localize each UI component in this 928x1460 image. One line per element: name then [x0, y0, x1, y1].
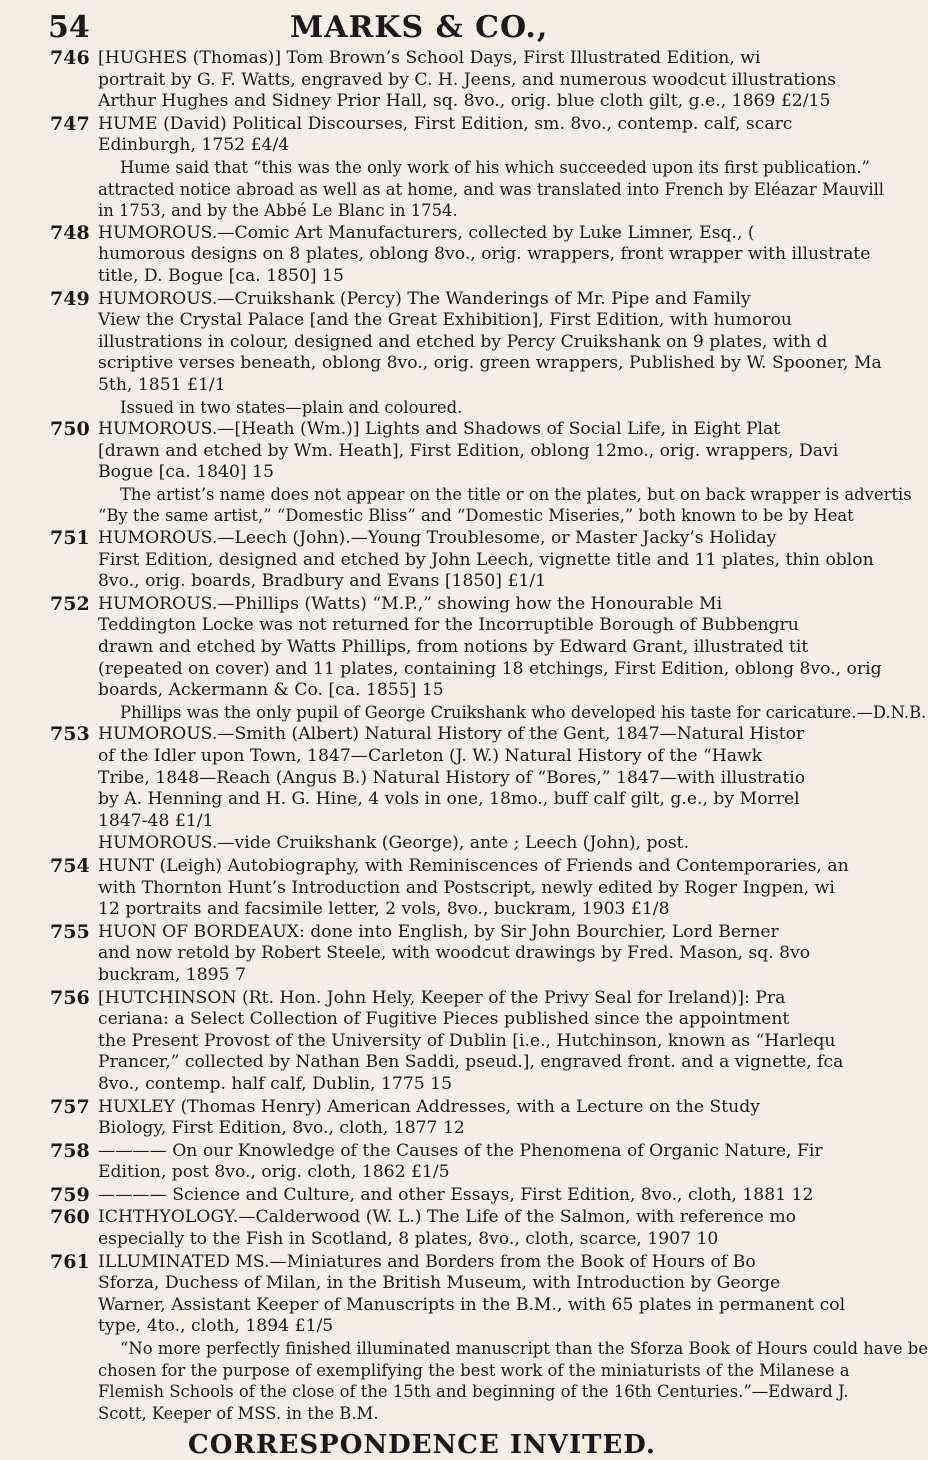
catalogue-entry	[50, 986, 844, 1096]
entry-note: Flemish Schools of the close of the 15th and beginning of the 16th Centuries.”—Edward J.	[98, 1382, 849, 1402]
entry-line: and now retold by Robert Steele, with woodcut drawings by Fred. Mason, sq. 8vo	[98, 943, 811, 964]
entry-note: Scott, Keeper of MSS. in the B.M.	[98, 1403, 379, 1423]
entry-line: Prancer,” collected by Nathan Ben Saddi, pseud.], engraved front. and a vignette, fca	[98, 1052, 844, 1073]
entry-line: View the Crystal Palace [and the Great Exhibition], First Edition, with humorou	[98, 310, 792, 331]
entry-line: Biology, First Edition, 8vo., cloth, 1877 12	[98, 1118, 465, 1139]
entry-line: 1847-48 £1/1	[98, 810, 214, 831]
entry-line: buckram, 1895 7	[98, 964, 246, 985]
footer-notice: CORRESPONDENCE INVITED.	[188, 1430, 656, 1460]
entry-line: ———— On our Knowledge of the Causes of the Phenomena of Organic Nature, Fir	[98, 1140, 823, 1161]
entry-line: Warner, Assistant Keeper of Manuscripts in the B.M., with 65 plates in permanent col	[98, 1294, 846, 1315]
entry-number: 748	[50, 221, 90, 244]
entry-line: HUXLEY (Thomas Henry) American Addresses, with a Lecture on the Study	[98, 1096, 760, 1117]
entry-note: Issued in two states—plain and coloured.	[120, 397, 463, 417]
entry-number: 747	[50, 112, 90, 135]
entry-line: [HUTCHINSON (Rt. Hon. John Hely, Keeper of the Privy Seal for Ireland)]: Pra	[98, 987, 786, 1008]
entry-line: Tribe, 1848—Reach (Angus B.) Natural History of “Bores,” 1847—with illustratio	[98, 767, 806, 788]
entry-line: (repeated on cover) and 11 plates, containing 18 etchings, First Edition, oblong 8vo., orig	[98, 658, 882, 679]
entry-line: Edition, post 8vo., orig. cloth, 1862 £1/5	[98, 1162, 450, 1183]
catalogue-entry	[50, 1183, 814, 1207]
entry-line: Sforza, Duchess of Milan, in the British Museum, with Introduction by George	[98, 1273, 781, 1294]
entry-number: 751	[50, 527, 90, 550]
entry-line: portrait by G. F. Watts, engraved by C. H. Jeens, and numerous woodcut illustrations	[98, 69, 837, 90]
entry-number: 749	[50, 287, 90, 310]
entry-line: the Present Provost of the University of Dublin [i.e., Hutchinson, known as “Harlequ	[98, 1030, 836, 1051]
running-head: MARKS & CO.,	[290, 10, 549, 45]
entry-line: 5th, 1851 £1/1	[98, 374, 226, 395]
entry-line: of the Idler upon Town, 1847—Carleton (J. W.) Natural History of the “Hawk	[98, 746, 763, 766]
catalogue-entry	[50, 1097, 794, 1140]
entry-line: Bogue [ca. 1840] 15	[98, 462, 274, 483]
entry-note: “By the same artist,” “Domestic Bliss” and “Domestic Miseries,” both known to be by Heat	[98, 506, 854, 526]
catalogue-entry	[50, 287, 882, 419]
entry-number: 754	[50, 854, 90, 877]
entry-number: 753	[50, 723, 90, 746]
entry-line: HUMOROUS.—[Heath (Wm.)] Lights and Shadows of Social Life, in Eight Plat	[98, 419, 781, 440]
entry-note: “No more perfectly finished illuminated manuscript than the Sforza Book of Hours could have be	[120, 1339, 928, 1359]
entry-line: [HUGHES (Thomas)] Tom Brown’s School Days, First Illustrated Edition, wi	[98, 48, 761, 68]
catalogue-entry	[50, 833, 794, 855]
entry-note: Hume said that “this was the only work of his which succeeded upon its first publication.”	[120, 157, 870, 177]
entry-number: 758	[50, 1139, 90, 1162]
entry-line: type, 4to., cloth, 1894 £1/5	[98, 1316, 334, 1337]
entry-line: by A. Henning and H. G. Hine, 4 vols in one, 18mo., buff calf gilt, g.e., by Morrel	[98, 789, 800, 810]
catalogue-entry	[50, 112, 885, 222]
entry-line: illustrations in colour, designed and etched by Percy Cruikshank on 9 plates, with d	[98, 331, 828, 352]
entry-line: 8vo., orig. boards, Bradbury and Evans [1850] £1/1	[98, 571, 547, 592]
entry-note: attracted notice abroad as well as at home, and was translated into French by Eléazar Mauvill	[98, 179, 885, 199]
entry-line: 12 portraits and facsimile letter, 2 vols, 8vo., buckram, 1903 £1/8	[98, 899, 670, 920]
catalogue-entry	[50, 920, 811, 987]
entry-number: 746	[50, 47, 90, 69]
entry-note: in 1753, and by the Abbé Le Blanc in 1754.	[98, 201, 458, 221]
entry-number: 755	[50, 920, 90, 943]
entry-line: scriptive verses beneath, oblong 8vo., orig. green wrappers, Published by W. Spooner, Ma	[98, 353, 882, 374]
entry-number: 761	[50, 1250, 90, 1273]
entry-line: drawn and etched by Watts Phillips, from notions by Edward Grant, illustrated tit	[98, 637, 809, 658]
catalogue-entry	[50, 854, 849, 921]
catalogue-entry	[50, 723, 806, 832]
entry-line: Edinburgh, 1752 £4/4	[98, 135, 290, 156]
page-number: 54	[48, 10, 90, 45]
entry-line: ILLUMINATED MS.—Miniatures and Borders from the Book of Hours of Bo	[98, 1251, 756, 1272]
entry-number: 757	[50, 1095, 90, 1118]
page-header	[48, 10, 794, 46]
entry-number: 760	[50, 1206, 90, 1229]
entry-line: with Thornton Hunt’s Introduction and Postscript, newly edited by Roger Ingpen, wi	[98, 877, 835, 898]
entry-line: HUME (David) Political Discourses, First Edition, sm. 8vo., contemp. calf, scarc	[98, 113, 793, 134]
entry-line: HUON OF BORDEAUX: done into English, by Sir John Bourchier, Lord Berner	[98, 921, 779, 942]
entry-number: 756	[50, 986, 90, 1009]
entry-number: 752	[50, 592, 90, 615]
entry-note: Phillips was the only pupil of George Cruikshank who developed his taste for caricature.—D.N.B.	[120, 702, 927, 722]
entry-line: Arthur Hughes and Sidney Prior Hall, sq. 8vo., orig. blue cloth gilt, g.e., 1869 £2/15	[98, 91, 831, 112]
entry-line: ———— Science and Culture, and other Essays, First Edition, 8vo., cloth, 1881 12	[98, 1184, 814, 1205]
entry-number: 750	[50, 418, 90, 441]
entry-line: ICHTHYOLOGY.—Calderwood (W. L.) The Life of the Salmon, with reference mo	[98, 1207, 796, 1228]
entry-number: 759	[50, 1183, 90, 1206]
catalogue-entry	[50, 418, 912, 527]
entry-line: HUMOROUS.—Comic Art Manufacturers, collected by Luke Limner, Esq., (	[98, 222, 755, 243]
catalogue-entry	[50, 47, 837, 113]
catalogue-entry	[50, 592, 927, 724]
catalogue-entry	[50, 1139, 823, 1184]
catalogue-entry	[50, 221, 871, 288]
entry-line: Teddington Locke was not returned for the Incorruptible Borough of Bubbengru	[98, 615, 799, 636]
entry-line: humorous designs on 8 plates, oblong 8vo., orig. wrappers, front wrapper with illustrate	[98, 244, 871, 265]
entry-note: chosen for the purpose of exemplifying the best work of the miniaturists of the Milanese a	[98, 1360, 850, 1380]
entry-line: title, D. Bogue [ca. 1850] 15	[98, 265, 344, 286]
entry-line: especially to the Fish in Scotland, 8 plates, 8vo., cloth, scarce, 1907 10	[98, 1229, 719, 1250]
entry-line: 8vo., contemp. half calf, Dublin, 1775 15	[98, 1073, 453, 1094]
entry-line: [drawn and etched by Wm. Heath], First Edition, oblong 12mo., orig. wrappers, Davi	[98, 440, 839, 461]
entry-line: HUMOROUS.—vide Cruikshank (George), ante ; Leech (John), post.	[98, 833, 690, 854]
entry-line: ceriana: a Select Collection of Fugitive Pieces published since the appointment	[98, 1009, 790, 1030]
entry-line: HUNT (Leigh) Autobiography, with Reminiscences of Friends and Contemporaries, an	[98, 855, 849, 876]
entry-line: boards, Ackermann & Co. [ca. 1855] 15	[98, 680, 444, 701]
entry-line: HUMOROUS.—Cruikshank (Percy) The Wanderings of Mr. Pipe and Family	[98, 288, 751, 309]
entry-line: First Edition, designed and etched by John Leech, vignette title and 11 plates, thin oblon	[98, 549, 874, 570]
entry-note: The artist’s name does not appear on the title or on the plates, but on back wrapper is advertis	[120, 484, 912, 504]
entry-line: HUMOROUS.—Smith (Albert) Natural History of the Gent, 1847—Natural Histor	[98, 724, 805, 745]
catalogue-entry	[50, 527, 874, 593]
entry-line: HUMOROUS.—Leech (John).—Young Troublesome, or Master Jacky’s Holiday	[98, 528, 777, 549]
catalogue-entry	[50, 1207, 794, 1250]
entry-line: HUMOROUS.—Phillips (Watts) “M.P.,” showing how the Honourable Mi	[98, 593, 723, 614]
catalogue-entries	[50, 47, 928, 1424]
catalogue-entry	[50, 1250, 928, 1425]
